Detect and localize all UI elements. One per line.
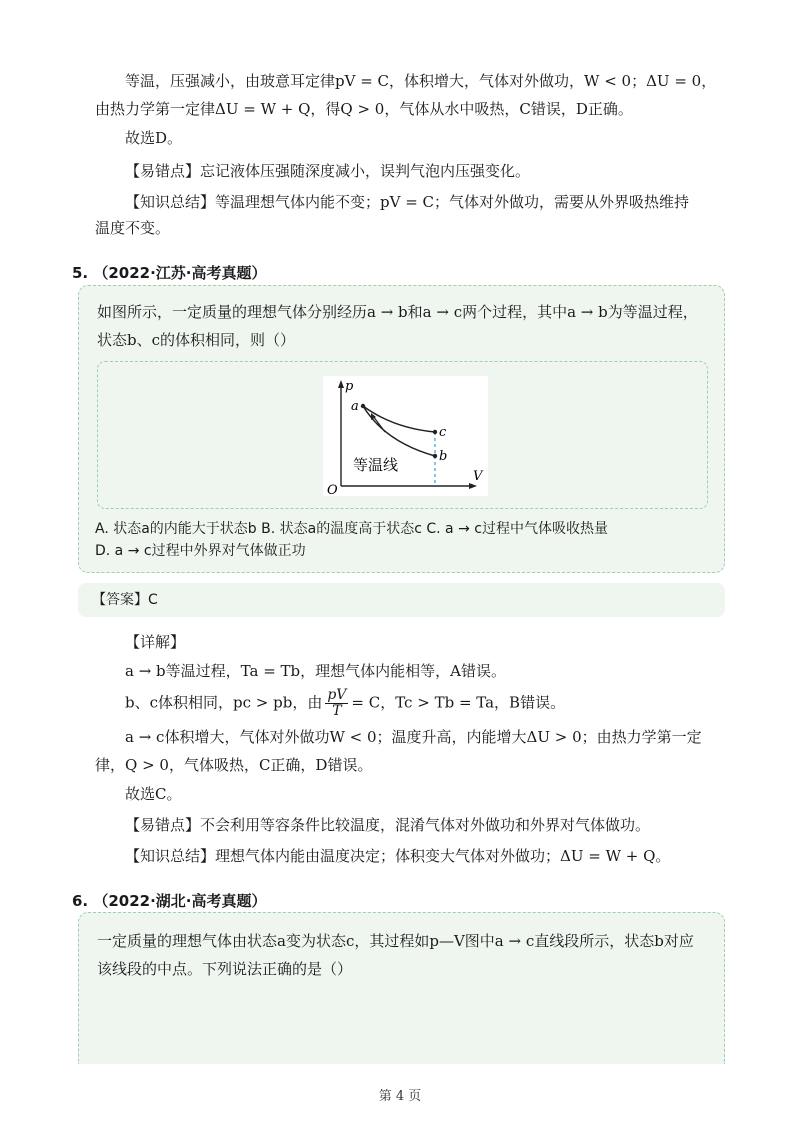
detail-line: a → b等温过程，Ta = Tb，理想气体内能相等，A错误。 — [125, 662, 506, 680]
knowledge-summary-text: 理想气体内能由温度决定；体积变大气体对外做功；ΔU = W + Q。 — [215, 847, 671, 865]
fraction-numerator: pV — [327, 687, 347, 703]
point-a — [361, 404, 365, 408]
knowledge-summary — [95, 188, 765, 216]
point-c-label: c — [439, 425, 447, 440]
error-point — [95, 811, 765, 839]
origin-label: O — [327, 483, 338, 496]
question-5-stem-line: 如图所示，一定质量的理想气体分别经历a → b和a → c两个过程，其中a → b为等温过程， — [97, 303, 698, 321]
detail-line-prefix: b、c体积相同，pc > pb，由 — [125, 693, 323, 712]
question-6-stem-line: 一定质量的理想气体由状态a变为状态c，其过程如p—V图中a → c直线段所示，状态b对应 — [97, 932, 694, 950]
curve-a-to-c — [363, 406, 435, 432]
figure-container — [97, 361, 708, 509]
pv-diagram — [323, 376, 488, 496]
isotherm-label: 等温线 — [353, 456, 399, 474]
question-5-options-line: D. a → c过程中外界对气体做正功 — [95, 543, 306, 559]
point-b — [433, 454, 437, 458]
conclusion-text: 故选D。 — [125, 129, 183, 147]
v-axis-label: V — [473, 469, 483, 484]
error-point-label: 【易错点】 — [125, 816, 201, 834]
error-point-text: 不会利用等容条件比较温度，混淆气体对外做功和外界对气体做功。 — [200, 816, 651, 834]
question-5-stem-line: 状态b、c的体积相同，则（） — [97, 331, 296, 349]
detail-line-suffix: = C，Tc > Tb = Ta，B错误。 — [351, 693, 566, 712]
knowledge-summary-label: 【知识总结】 — [125, 847, 216, 865]
conclusion-text: 故选C。 — [125, 785, 182, 803]
page-number: 第 4 页 — [378, 1089, 422, 1104]
question-5-box — [78, 285, 725, 573]
detail-line: a → c体积增大，气体对外做功W < 0；温度升高，内能增大ΔU > 0；由热力学第一定 — [125, 728, 702, 746]
error-point-label: 【易错点】 — [125, 162, 201, 180]
question-6-header: 6. （2022·湖北·高考真题） — [72, 892, 267, 910]
answer-box: 【答案】C — [78, 583, 725, 617]
question-5-header: 5. （2022·江苏·高考真题） — [72, 264, 267, 282]
fraction-denominator: T — [332, 703, 342, 719]
question-5-options-line: A. 状态a的内能大于状态b B. 状态a的温度高于状态c C. a → c过程中气体吸收热量 — [95, 521, 608, 537]
knowledge-summary-line: 温度不变。 — [95, 219, 171, 237]
error-point — [95, 157, 765, 185]
knowledge-summary — [95, 842, 765, 870]
detail-line-formula — [95, 688, 765, 719]
point-c — [433, 430, 437, 434]
detail-title: 【详解】 — [125, 633, 186, 651]
explanation-line: 等温，压强减小，由玻意耳定律pV = C，体积增大，气体对外做功，W < 0；ΔU = 0， — [125, 72, 717, 90]
fraction-pv-over-t — [325, 688, 348, 719]
error-point-text: 忘记液体压强随深度减小，误判气泡内压强变化。 — [200, 162, 531, 180]
p-axis-label: p — [345, 379, 354, 394]
detail-line: 律，Q > 0，气体吸热，C正确，D错误。 — [95, 756, 373, 774]
point-a-label: a — [351, 399, 359, 414]
explanation-line: 由热力学第一定律ΔU = W + Q，得Q > 0，气体从水中吸热，C错误，D正确。 — [95, 100, 633, 118]
question-6-box — [78, 912, 725, 1064]
knowledge-summary-text: 等温理想气体内能不变；pV = C；气体对外做功，需要从外界吸热维持 — [215, 193, 690, 211]
knowledge-summary-label: 【知识总结】 — [125, 193, 216, 211]
question-6-stem-line: 该线段的中点。下列说法正确的是（） — [97, 960, 353, 978]
point-b-label: b — [439, 449, 448, 464]
p-axis-arrow-icon — [338, 380, 344, 388]
pv-diagram-svg — [323, 376, 488, 496]
